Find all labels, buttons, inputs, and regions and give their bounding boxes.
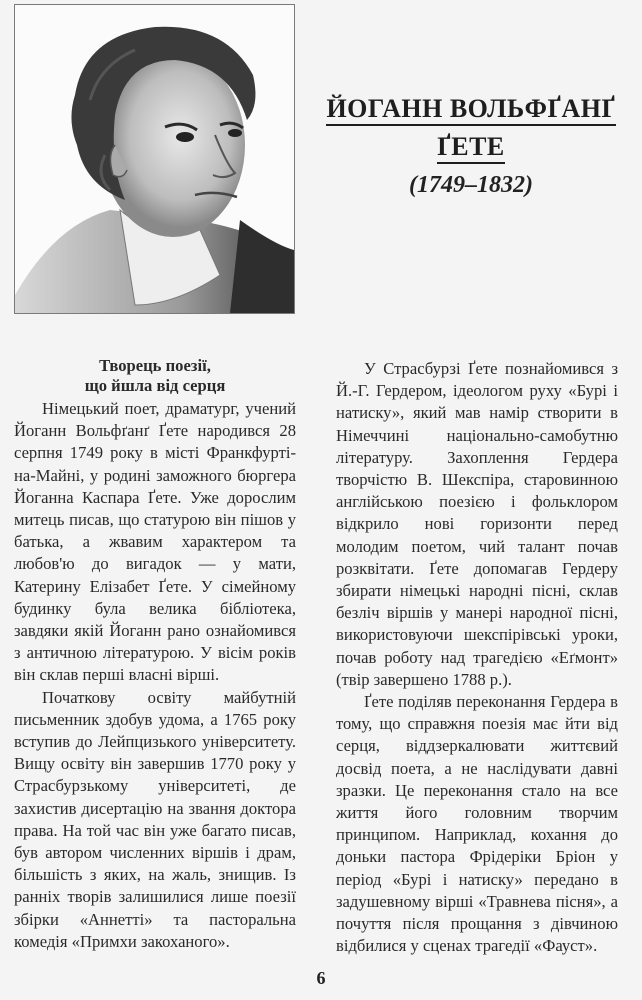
paragraph: Початкову освіту майбутній письменник здобув удома, а 1765 року вступив до Лейпцизького університету. Вищу освіту він завершив 1770 року у Страсбурзькому університеті, де захистив дисертацію на звання доктора права. На той час він уже багато писав, був автором численних віршів і драм, більшість з яких, на жаль, знищив. Із ранніх творів залишилися лише поезії збірки «Аннетті» та пасторальна комедія «Примхи закоханого». <box>14 687 296 951</box>
paragraph: Ґете поділяв переконання Гердера в тому, що справжня поезія має йти від серця, віддзеркалювати життєвий досвід поета, а не наслідувати давні зразки. Це переконання стало на все життя його головним творчим принципом. Наприклад, кохання до доньки пастора Фрідеріки Бріон у період «Бурі і натиску» передано в задушевному вірші «Травнева пісня», а почуття після прощання з дівчиною відбилися у сценах трагедії «Фауст». <box>336 692 618 956</box>
author-name-line1: ЙОГАНН ВОЛЬФҐАНҐ <box>326 94 615 126</box>
section-subheading <box>14 356 296 396</box>
subheading-line2: що йшла від серця <box>84 376 226 395</box>
page-number: 6 <box>316 968 326 988</box>
title-block <box>316 94 626 199</box>
goethe-portrait-drawing <box>15 5 294 313</box>
paragraph: Німецький поет, драматург, учений Йоганн Вольфґанґ Ґете народився 28 серпня 1749 року в місті Франкфурті-на-Майні, у родині заможного бюргера Йоганна Каспара Ґете. Уже дорослим митець писав, що статурою він пішов у батька, а жвавим характером та любов'ю до вигадок — у мати, Катерину Елізабет Ґете. У сімейному будинку була велика бібліотека, завдяки якій Йоганн рано ознайомився з античною літературою. У вісім років він склав перші власні вірші. <box>14 399 296 685</box>
left-column <box>14 356 296 953</box>
paragraph: У Страсбурзі Ґете познайомився з Й.-Г. Гердером, ідеологом руху «Бурі і натиску», який мав намір створити в Німеччині національно-самобутню літературу. Захоплення Гердера творчістю В. Шекспіра, старовинною англійською поезією і фольклором відкрило нові горизонти перед молодим поетом, чий талант почав розквітати. Ґете допомагав Гердеру збирати німецькі народні пісні, склав безліч віршів у манері народної пісні, використовуючи шекспірівські уроки, почав роботу над трагедією «Еґмонт» (твір завершено 1788 р.). <box>336 359 618 689</box>
right-column <box>336 358 618 957</box>
life-years: (1749–1832) <box>409 172 533 198</box>
subheading-line1: Творець поезії, <box>99 356 211 375</box>
author-name-line2: ҐЕТЕ <box>437 132 505 164</box>
portrait-image <box>14 4 295 314</box>
